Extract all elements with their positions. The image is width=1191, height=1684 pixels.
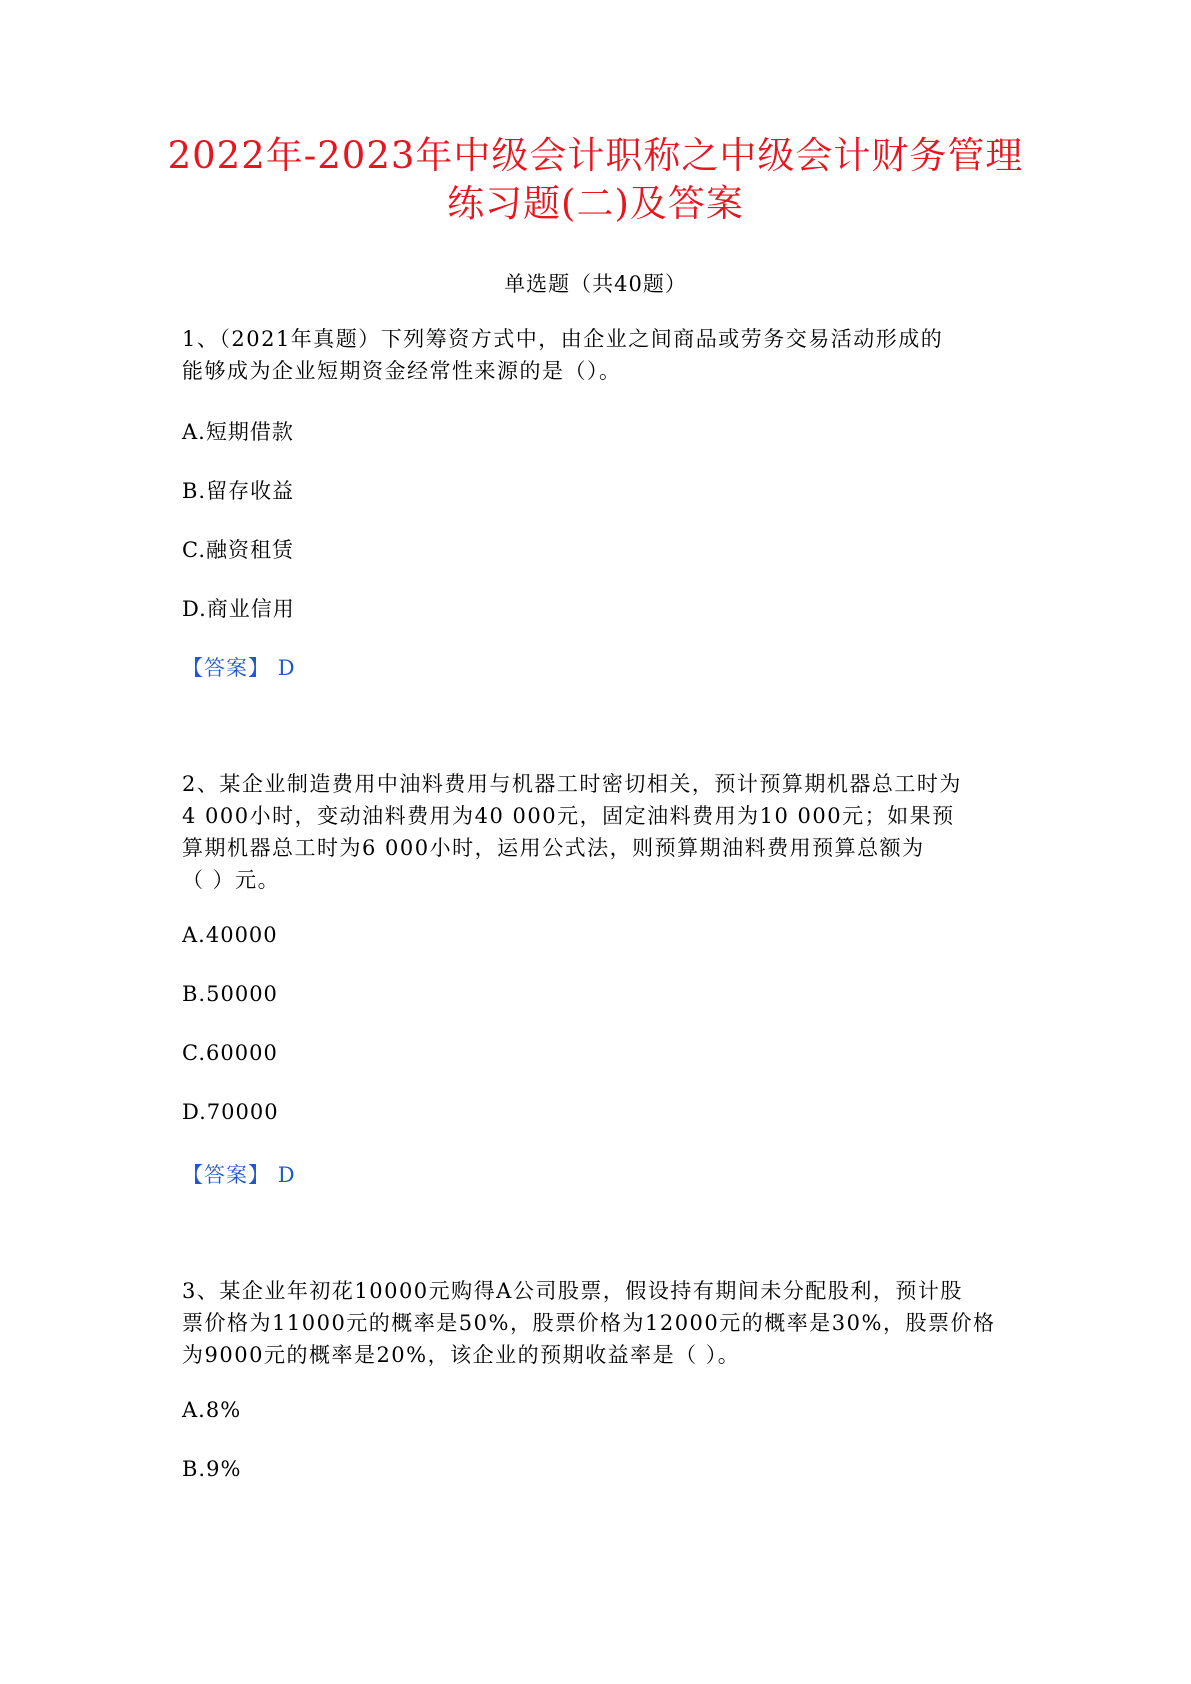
question-3-option-b: B.9% xyxy=(182,1457,242,1481)
document-title-line-2: 练习题(二)及答案 xyxy=(447,182,744,225)
question-line: 4 000小时，变动油料费用为40 000元，固定油料费用为10 000元；如果预 xyxy=(182,804,955,828)
document-title-line-1: 2022年-2023年中级会计职称之中级会计财务管理 xyxy=(167,134,1024,177)
question-line: 能够成为企业短期资金经常性来源的是（）。 xyxy=(182,359,622,383)
question-line: 算期机器总工时为6 000小时，运用公式法，则预算期油料费用预算总额为 xyxy=(182,836,925,860)
question-1-answer xyxy=(182,652,296,682)
answer-value: D xyxy=(277,1163,296,1187)
question-1-option-d: D.商业信用 xyxy=(182,597,295,621)
question-line: 1、（2021年真题）下列筹资方式中，由企业之间商品或劳务交易活动形成的 xyxy=(182,327,944,351)
answer-label: 【答案】 xyxy=(182,1163,270,1187)
question-2-option-b: B.50000 xyxy=(182,982,278,1006)
answer-value: D xyxy=(277,656,296,680)
question-2-option-d: D.70000 xyxy=(182,1100,279,1124)
question-2-answer xyxy=(182,1159,296,1189)
question-1-option-a: A.短期借款 xyxy=(182,420,294,444)
question-3-text xyxy=(182,1275,1020,1371)
question-1-option-b: B.留存收益 xyxy=(182,479,295,503)
question-line: 3、某企业年初花10000元购得A公司股票，假设持有期间未分配股利，预计股 xyxy=(182,1279,963,1303)
question-1-text xyxy=(182,323,1020,387)
question-line: 2、某企业制造费用中油料费用与机器工时密切相关，预计预算期机器总工时为 xyxy=(182,772,962,796)
question-line: 为9000元的概率是20%，该企业的预期收益率是（ ）。 xyxy=(182,1343,741,1367)
question-3-option-a: A.8% xyxy=(182,1398,242,1422)
question-1-option-c: C.融资租赁 xyxy=(182,538,294,562)
question-2-option-c: C.60000 xyxy=(182,1041,278,1065)
question-2-text xyxy=(182,768,1020,896)
question-line: （ ）元。 xyxy=(182,868,281,892)
section-heading: 单选题（共40题） xyxy=(504,272,687,296)
answer-label: 【答案】 xyxy=(182,656,270,680)
question-2-option-a: A.40000 xyxy=(182,923,278,947)
question-line: 票价格为11000元的概率是50%，股票价格为12000元的概率是30%，股票价格 xyxy=(182,1311,996,1335)
